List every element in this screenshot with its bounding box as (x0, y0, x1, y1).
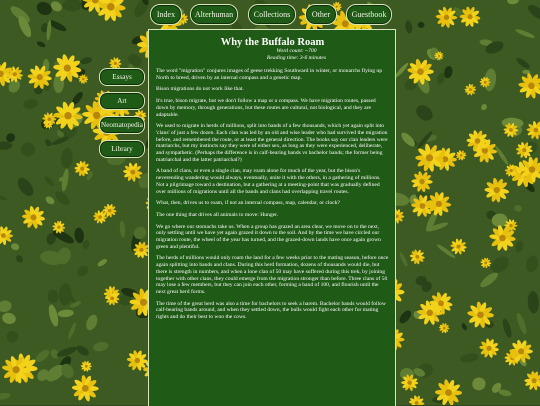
article-paragraph: We go where our stomachs take us. When a group has grazed an area clear, we move on to the next, only settling until we have yet again grazed it down to the soil. And by the time we have circled our migration route, the wheel of the year has turned, and the grazed-down lands have once again grown green and plentiful. (156, 223, 381, 250)
word-count: Word count: ~700 (276, 48, 317, 54)
article-paragraph: A band of clans, or even a single clan, may roam alone for much of the year, but the bison's neverending wandering would always, eventually, unite it with the others, in a gathering of millions. Not a pilgrimage toward a destination, but a gathering at a meeting-point that was gradually defined over millions of migrations until all the bands and clans had overlapping travel routes. (156, 168, 381, 195)
sidebar-library-button[interactable]: Library (99, 140, 145, 158)
leaf-patch (418, 22, 425, 28)
reading-time: Reading time: 3-6 minutes (266, 55, 327, 61)
article-paragraph: The word "migration" conjures images of geese trekking Southward in winter, or monarchs flying up North to breed, driven by an internal compass and a genetic map. (156, 68, 383, 81)
article-paragraph: The time of the great herd was also a time for bachelors to seek a harem. Bachelor bands would follow calf-bearing bands around, and when they settled down, the bulls would fight each other for mating rights and do their best to woo the cows. (156, 300, 386, 321)
article-paragraph: It's true, bison migrate, but we don't follow a map or a compass. We have migration routes, passed down by memory, through generations, but these routes are cultural, not biological, and they are adaptable. (156, 98, 376, 118)
nav-index-button[interactable]: Index (150, 4, 182, 25)
article-paragraph: The herds of millions would only roam the land for a few weeks prior to the mating season, before once again splitting into bands and clans. During this herd formation, dozens of thousands would die, but there is strength in numbers, and when a lone clan of 50 may have suffered during this trek, by joining together with other clans, they could emerge from the migration stronger than before. Three clans of 50 may lose a few members, but they can join each other, forming a band of 100, and flourish until the next great herd forms. (156, 255, 389, 295)
nav-collections-button[interactable]: Collections (248, 4, 296, 25)
article-paragraph: We used to migrate in herds of millions, split into bands of a few thousands, which yet again split into 'clans' of just a few dozen. Each clan was led by an old and wise leader who had survived the migration before, and remembered the route, or at least the general direction. The books say our clan leaders were matriarchs, but my instincts say they were of either sex, as long as they were experienced, deliberate, and sympathetic. (Perhaps the difference is in calf-bearing bands vs bachelor bands; the former being matriarchal and the latter patriarchal?) (156, 123, 388, 163)
sidebar-art-button[interactable]: Art (99, 92, 145, 110)
sidebar-essays-button[interactable]: Essays (99, 68, 145, 86)
nav-guestbook-button[interactable]: Guestbook (346, 4, 392, 25)
article-paragraph: The one thing that drives all animals to move: Hunger. (156, 211, 279, 218)
article-paragraph: What, then, drives us to roam, if not an internal compass, map, calendar, or clock? (156, 200, 340, 207)
nav-other-button[interactable]: Other (305, 4, 337, 25)
article-title: Why the Buffalo Roam (220, 37, 325, 48)
article-panel (148, 29, 396, 406)
article-paragraph: Bison migrations do not work like that. (156, 86, 244, 93)
sidebar-neomatopedia-button[interactable]: Neomatopedia (99, 116, 145, 134)
nav-alterhuman-button[interactable]: Alterhuman (190, 4, 238, 25)
